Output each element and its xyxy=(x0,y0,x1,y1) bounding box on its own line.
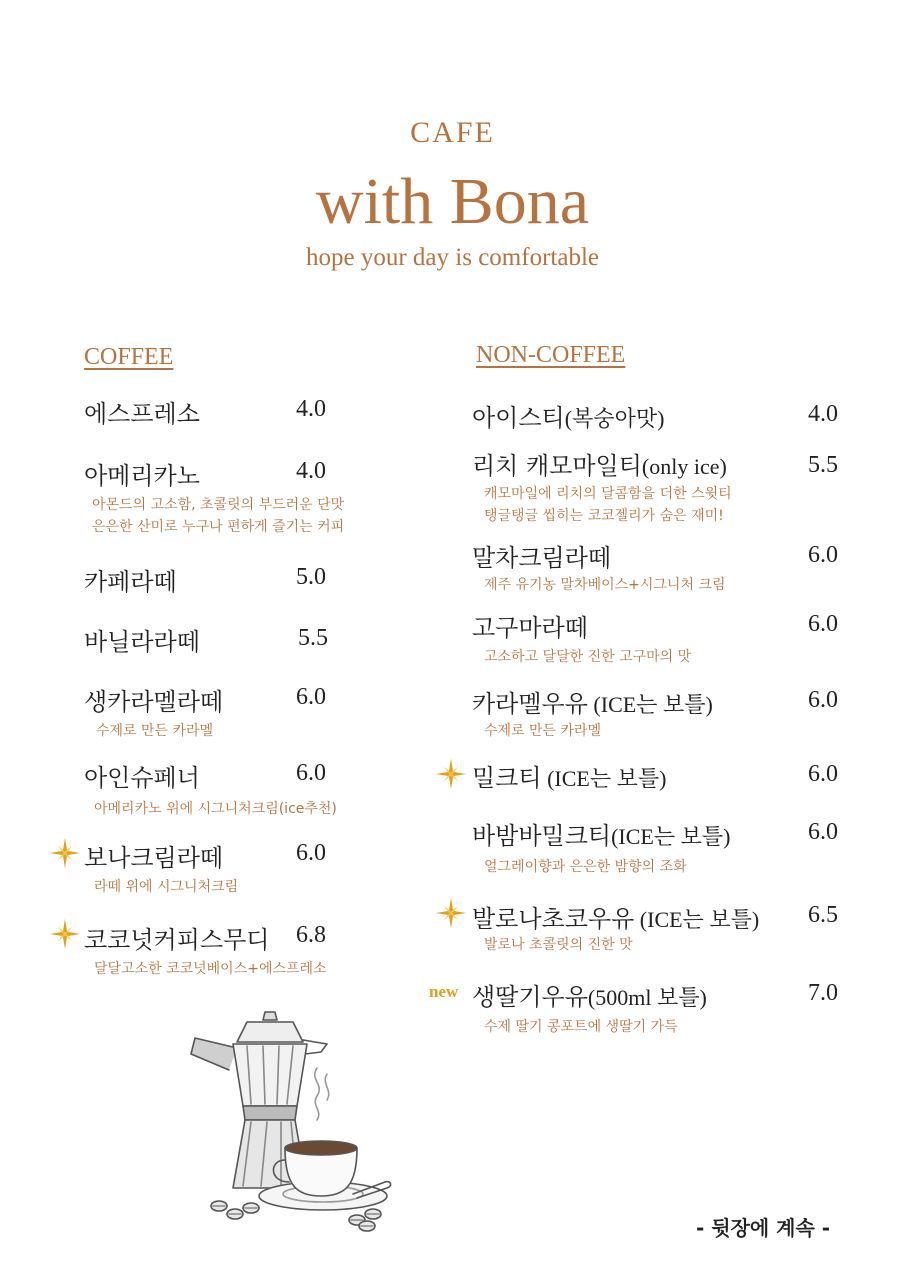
menu-item-name: 아메리카노 xyxy=(84,462,200,490)
menu-item-price: 4.0 xyxy=(296,458,326,484)
menu-item-name: 카라멜우유 (ICE는 보틀) xyxy=(472,690,713,718)
menu-item-price: 7.0 xyxy=(808,980,838,1006)
menu-item-price: 5.5 xyxy=(808,452,838,478)
menu-item-desc: 은은한 산미로 누구나 편하게 즐기는 커피 xyxy=(92,519,345,535)
sparkle-star-icon xyxy=(48,917,82,951)
menu-item-name: 보나크림라떼 xyxy=(84,844,224,872)
menu-item-price: 6.0 xyxy=(296,684,326,710)
menu-item-price: 6.0 xyxy=(808,761,838,787)
menu-item-name: 말차크림라떼 xyxy=(472,544,612,572)
menu-item-desc: 아메리카노 위에 시그니처크림(ice추천) xyxy=(94,801,337,817)
cafe-label: CAFE xyxy=(410,116,495,149)
continued-note: - 뒷장에 계속 - xyxy=(696,1216,831,1240)
menu-item-price: 6.0 xyxy=(808,819,838,845)
menu-item-name: 바밤바밀크티(ICE는 보틀) xyxy=(472,822,731,850)
menu-item-price: 6.0 xyxy=(808,687,838,713)
menu-item-name: 리치 캐모마일티(only ice) xyxy=(472,452,727,480)
menu-item-name: 생카라멜라떼 xyxy=(84,688,224,716)
menu-item-price: 6.0 xyxy=(296,840,326,866)
menu-item-desc: 얼그레이향과 은은한 밤향의 조화 xyxy=(484,859,687,875)
menu-item-desc: 제주 유기농 말차베이스+시그니처 크림 xyxy=(484,577,726,593)
menu-item-price: 5.5 xyxy=(298,625,328,651)
menu-item-desc: 캐모마일에 리치의 달콤함을 더한 스윗티 xyxy=(484,486,732,502)
menu-item-desc: 발로나 초콜릿의 진한 맛 xyxy=(484,937,633,953)
menu-item-name: 에스프레소 xyxy=(84,400,200,428)
menu-item-price: 4.0 xyxy=(808,401,838,427)
menu-item-name: 카페라떼 xyxy=(84,568,177,596)
menu-item-price: 6.0 xyxy=(808,542,838,568)
menu-item-name: 고구마라떼 xyxy=(472,614,588,642)
noncoffee-heading: NON-COFFEE xyxy=(476,342,626,368)
sparkle-star-icon xyxy=(434,896,468,930)
menu-item-name: 발로나초코우유 (ICE는 보틀) xyxy=(472,905,760,933)
menu-item-desc: 라떼 위에 시그니처크림 xyxy=(94,879,239,895)
menu-item-desc: 고소하고 달달한 진한 고구마의 맛 xyxy=(484,649,692,665)
coffee-heading: COFFEE xyxy=(84,344,174,370)
sparkle-star-icon xyxy=(434,757,468,791)
menu-item-desc: 수제로 만든 카라멜 xyxy=(484,723,602,739)
new-badge: new xyxy=(429,982,459,1001)
menu-item-price: 5.0 xyxy=(296,564,326,590)
menu-item-name: 아이스티(복숭아맛) xyxy=(472,404,665,432)
cafe-tagline: hope your day is comfortable xyxy=(306,244,599,271)
menu-item-name: 생딸기우유(500ml 보틀) xyxy=(472,983,707,1011)
cafe-title: with Bona xyxy=(315,165,590,238)
menu-item-name: 코코넛커피스무디 xyxy=(84,926,270,954)
menu-item-desc: 탱글탱글 씹히는 코코젤리가 숨은 재미! xyxy=(484,508,724,524)
menu-item-price: 6.8 xyxy=(296,922,326,948)
menu-item-desc: 수제 딸기 콩포트에 생딸기 가득 xyxy=(484,1019,678,1035)
menu-item-desc: 달달고소한 코코넛베이스+에스프레소 xyxy=(94,961,327,977)
menu-item-desc: 아몬드의 고소함, 초콜릿의 부드러운 단맛 xyxy=(92,497,345,513)
menu-item-price: 6.0 xyxy=(296,760,326,786)
menu-item-name: 밀크티 (ICE는 보틀) xyxy=(472,764,667,792)
menu-item-name: 바닐라라떼 xyxy=(84,628,200,656)
menu-item-price: 6.5 xyxy=(808,902,838,928)
menu-item-name: 아인슈페너 xyxy=(84,764,200,792)
menu-item-desc: 수제로 만든 카라멜 xyxy=(96,723,214,739)
menu-item-price: 6.0 xyxy=(808,611,838,637)
menu-item-price: 4.0 xyxy=(296,396,326,422)
moka-pot-coffee-cup-illustration xyxy=(185,1010,400,1235)
sparkle-star-icon xyxy=(48,836,82,870)
